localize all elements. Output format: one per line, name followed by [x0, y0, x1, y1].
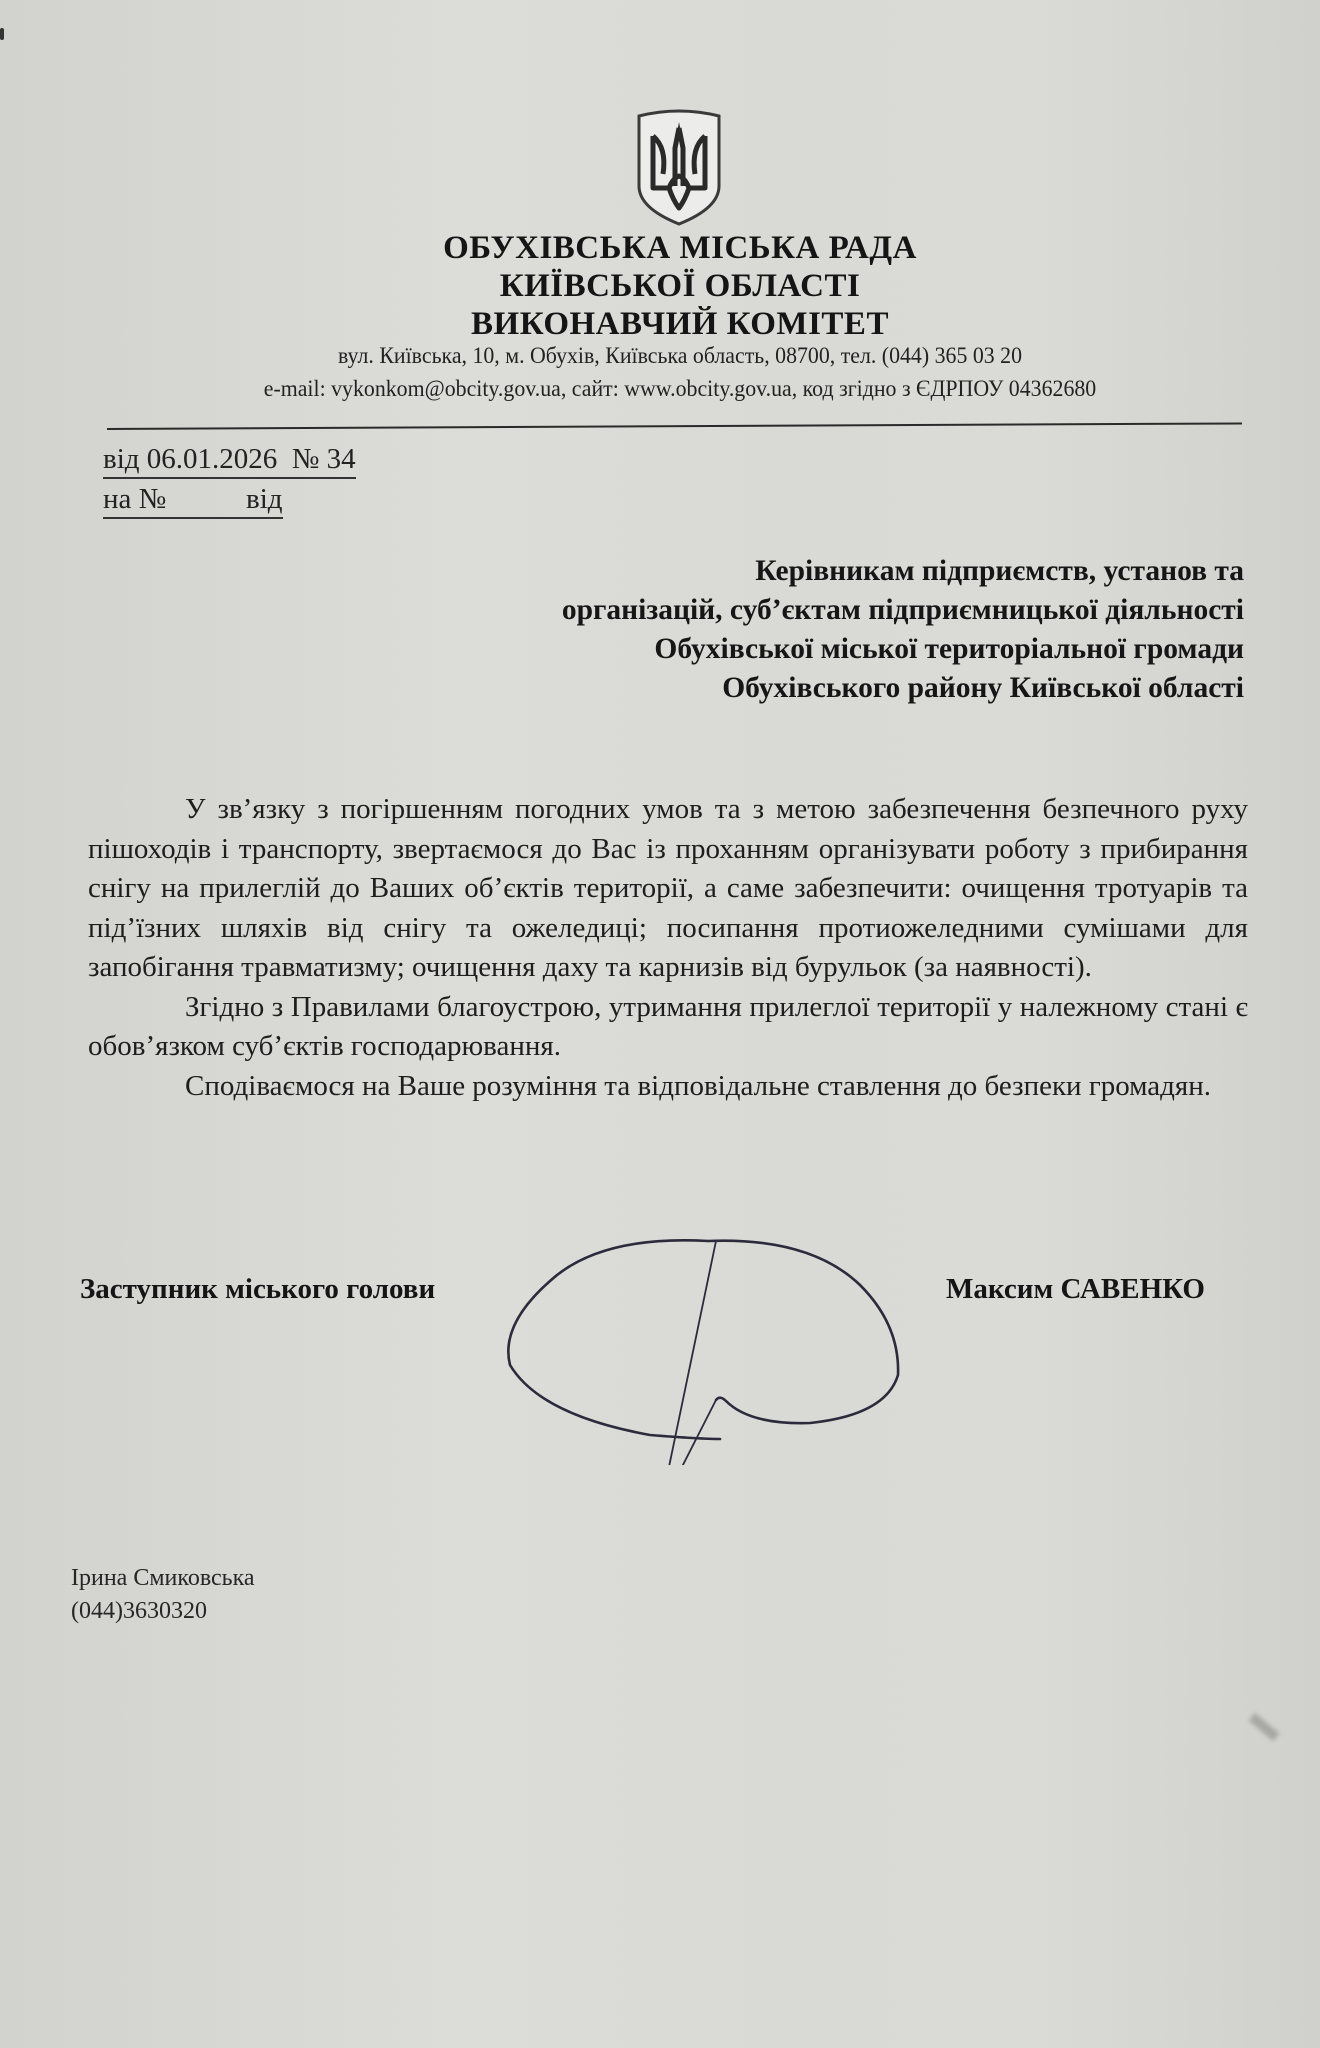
trident-emblem-icon: [633, 108, 725, 226]
executor-name: Ірина Смиковська: [71, 1565, 255, 1591]
org-name-line-3: ВИКОНАВЧИЙ КОМІТЕТ: [471, 306, 889, 342]
addressee-line: організацій, суб’єктам підприємницької діяльності: [561, 594, 1244, 626]
addressee-block: [562, 552, 1244, 708]
executor-phone: (044)3630320: [71, 1598, 207, 1624]
handwritten-signature: [480, 1225, 960, 1465]
letterhead-divider: [107, 422, 1242, 430]
addressee-line: Керівникам підприємств, установ та: [755, 555, 1244, 587]
letter-body: [88, 790, 1248, 1106]
signatory-name: Максим САВЕНКО: [946, 1273, 1205, 1305]
addressee-line: Обухівської міської територіальної громади: [654, 633, 1244, 665]
outgoing-number: від 06.01.2026 № 34: [103, 443, 356, 479]
signatory-position: Заступник міського голови: [80, 1273, 436, 1305]
org-name-line-2: КИЇВСЬКОЇ ОБЛАСТІ: [499, 268, 861, 304]
paper-mark: [0, 28, 4, 40]
org-address: вул. Київська, 10, м. Обухів, Київська область, 08700, тел. (044) 365 03 20: [337, 343, 1023, 369]
reply-reference: на № від: [103, 483, 283, 519]
body-paragraph: У зв’язку з погіршенням погодних умов та з метою забезпечення безпечного руху пішоходів і транспорту, звертаємося до Вас із проханням організувати роботу з прибирання снігу на прилеглій до Ваших об’єктів території, а саме забезпечити: очищення тротуарів та під’їзних шляхів від снігу та ожеледиці; посипання протиожеледними сумішами для запобігання травматизму; очищення даху та карнизів від бурульок (за наявності).: [88, 793, 1248, 983]
executor-block: [71, 1562, 255, 1628]
org-name-line-1: ОБУХІВСЬКА МІСЬКА РАДА: [443, 230, 917, 266]
body-paragraph: Згідно з Правилами благоустрою, утримання прилеглої території у належному стані є обов’язком суб’єктів господарювання.: [88, 990, 1248, 1062]
paper-smudge: [1249, 1713, 1280, 1741]
org-contacts: e-mail: vykonkom@obcity.gov.ua, сайт: www.obcity.gov.ua, код згідно з ЄДРПОУ 04362680: [263, 376, 1097, 402]
body-paragraph: Сподіваємося на Ваше розуміння та відповідальне ставлення до безпеки громадян.: [185, 1069, 1212, 1102]
addressee-line: Обухівського району Київської області: [722, 672, 1244, 704]
